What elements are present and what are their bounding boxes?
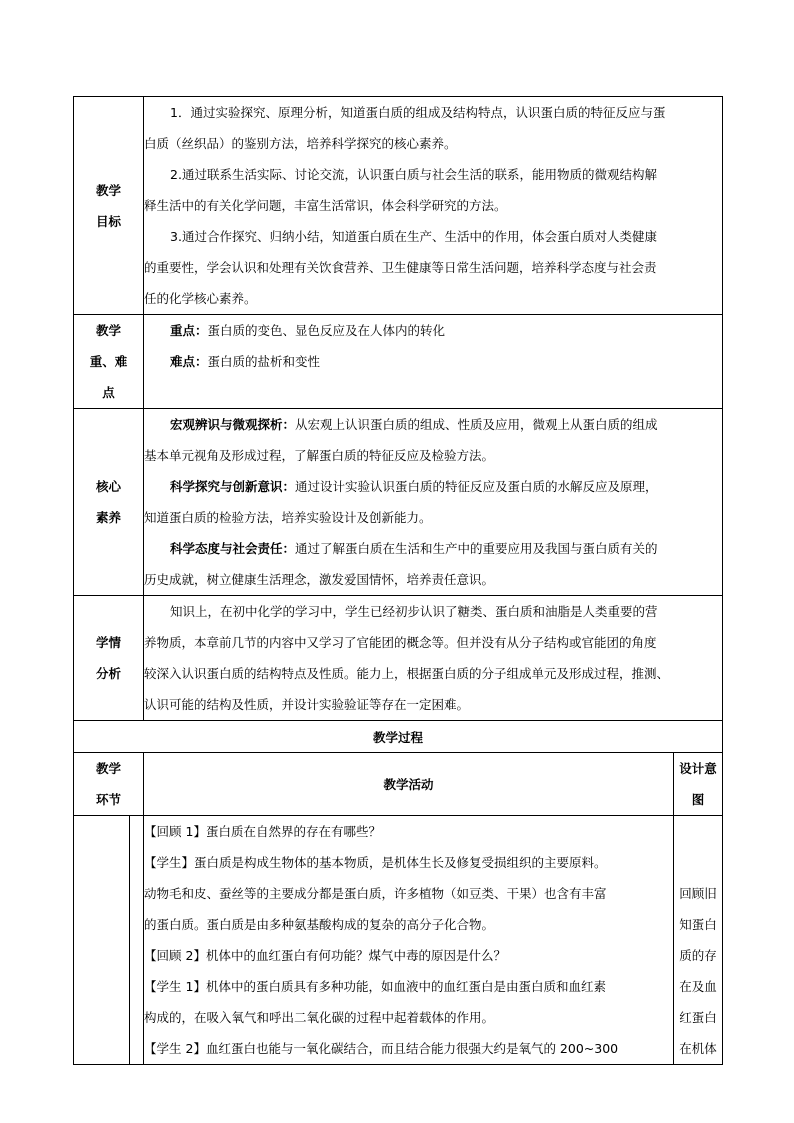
activity-line: 构成的，在吸入氧气和呼出二氧化碳的过程中起着载体的作用。 [144,1010,495,1025]
difficult-point: 难点：蛋白质的盐析和变性 [170,354,321,369]
activity-line: 【学生 1】机体中的蛋白质具有多种功能，如血液中的血红蛋白是由蛋白质和血红素 [144,979,606,994]
process-title: 教学过程 [74,721,723,753]
process-header-row [74,753,723,816]
competency-item: 科学态度与社会责任：通过了解蛋白质在生活和生产中的重要应用及我国与蛋白质有关的 [170,541,658,556]
objectives-label: 教学 目标 [74,97,144,315]
stage-sub-cell [130,816,144,1065]
process-body-row [74,816,723,1065]
objectives-row [74,97,723,315]
stage-column-header: 教学 环节 [74,753,144,816]
competency-item: 宏观辨识与微观探析：从宏观上认识蛋白质的组成、性质及应用，微观上从蛋白质的组成 [170,417,658,432]
key-points-content [144,315,723,409]
lesson-plan-table [73,96,723,1065]
objective-text: 3.通过合作探究、归纳小结，知道蛋白质在生产、生活中的作用，体会蛋白质对人类健康 [170,229,657,244]
competency-text: 基本单元视角及形成过程，了解蛋白质的特征反应及检验方法。 [144,448,495,463]
analysis-text: 知识上，在初中化学的学习中，学生已经初步认识了糖类、蛋白质和油脂是人类重要的营 [170,604,658,619]
activity-line: 【学生 2】血红蛋白也能与一氧化碳结合，而且结合能力很强大约是氧气的 200~300 [144,1041,619,1056]
activity-line: 【学生】蛋白质是构成生物体的基本物质，是机体生长及修复受损组织的主要原料。 [144,855,607,870]
analysis-text: 养物质，本章前几节的内容中又学习了官能团的概念等。但并没有从分子结构或官能团的角度 [144,635,657,650]
key-point: 重点：蛋白质的变色、显色反应及在人体内的转化 [170,323,446,338]
competency-text: 历史成就，树立健康生活理念，激发爱国情怀，培养责任意识。 [144,572,495,587]
key-points-row [74,315,723,409]
purpose-content [674,816,723,1065]
activity-line: 动物毛和皮、蚕丝等的主要成分都是蛋白质，许多植物（如豆类、干果）也含有丰富 [144,886,607,901]
stage-cell [74,816,130,1065]
objective-text: 任的化学核心素养。 [144,291,257,306]
objective-text: 白质（丝织品）的鉴别方法，培养科学探究的核心素养。 [144,136,457,151]
objective-text: 的重要性，学会认识和处理有关饮食营养、卫生健康等日常生活问题，培养科学态度与社会责 [144,260,657,275]
activity-line: 【回顾 2】机体中的血红蛋白有何功能？煤气中毒的原因是什么？ [144,948,506,963]
competency-content [144,409,723,596]
analysis-label: 学情 分析 [74,596,144,721]
purpose-line: 回顾旧 [679,886,717,901]
competency-label: 核心 素养 [74,409,144,596]
purpose-line: 质的存 [679,948,717,963]
competency-item: 科学探究与创新意识：通过设计实验认识蛋白质的特征反应及蛋白质的水解反应及原理， [170,479,658,494]
purpose-line: 知蛋白 [679,917,717,932]
key-points-label: 教学 重、难 点 [74,315,144,409]
process-title-row [74,721,723,753]
purpose-line: 在及血 [679,979,717,994]
activity-line: 【回顾 1】蛋白质在自然界的存在有哪些？ [144,824,381,839]
competency-text: 知道蛋白质的检验方法，培养实验设计及创新能力。 [144,510,432,525]
activity-line: 的蛋白质。蛋白质是由多种氨基酸构成的复杂的高分子化合物。 [144,917,495,932]
objective-text: 2.通过联系生活实际、讨论交流，认识蛋白质与社会生活的联系，能用物质的微观结构解 [170,167,657,182]
analysis-text: 较深入认识蛋白质的结构特点及性质。能力上，根据蛋白质的分子组成单元及形成过程，推测、 [144,666,670,681]
purpose-column-header: 设计意 图 [674,753,723,816]
analysis-content [144,596,723,721]
purpose-line: 红蛋白 [679,1010,717,1025]
objective-text: 释生活中的有关化学问题，丰富生活常识，体会科学研究的方法。 [144,198,507,213]
competency-row [74,409,723,596]
analysis-row [74,596,723,721]
objectives-content [144,97,723,315]
activity-column-header: 教学活动 [144,753,674,816]
analysis-text: 认识可能的结构及性质，并设计实验验证等存在一定困难。 [144,697,470,712]
activity-content [144,816,674,1065]
purpose-line: 在机体 [679,1041,717,1056]
objective-text: 1．通过实验探究、原理分析，知道蛋白质的组成及结构特点，认识蛋白质的特征反应与蛋 [170,105,666,120]
